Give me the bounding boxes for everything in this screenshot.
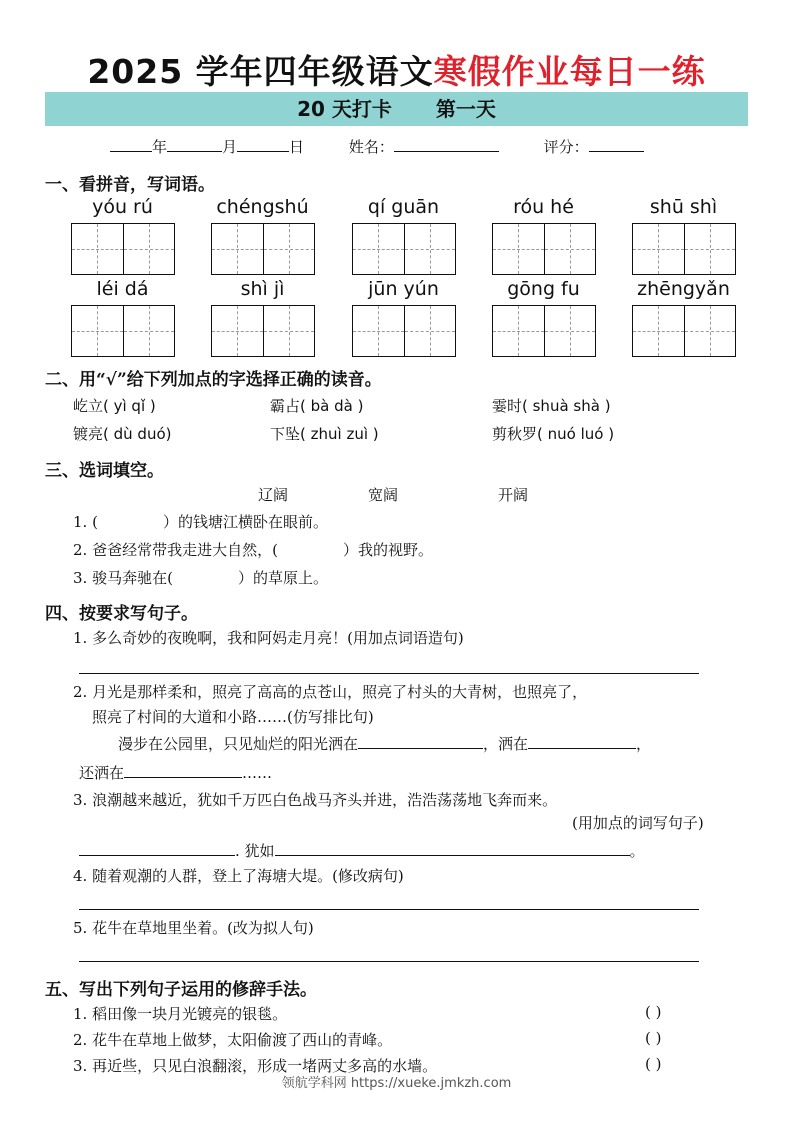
- question-3: 3. 浪潮越来越近，犹如千万匹白色战马齐头并进，浩浩荡荡地飞奔而来。: [73, 791, 558, 809]
- question-2: 2. 月光是那样柔和，照亮了高高的点苍山，照亮了村头的大青树，也照亮了，: [73, 683, 588, 701]
- banner-left: 20 天打卡: [297, 97, 392, 121]
- writing-grid[interactable]: [71, 223, 175, 275]
- banner: [45, 92, 748, 126]
- pinyin-label: yóu rú: [92, 196, 153, 218]
- writing-grid[interactable]: [632, 305, 736, 357]
- question-1: 1. 多么奇妙的夜晚啊，我和阿妈走月亮！(用加点词语造句): [73, 629, 464, 647]
- question-3-template: . 犹如 。: [79, 840, 645, 861]
- answer-paren[interactable]: ( ): [645, 1055, 662, 1073]
- rhetoric-item: 3. 再近些，只见白浪翻滚，形成一堵两丈多高的水墙。: [73, 1057, 438, 1075]
- question-2-cont: 照亮了村间的大道和小路……(仿写排比句): [92, 708, 374, 726]
- grid-cell[interactable]: [493, 306, 545, 356]
- answer-line[interactable]: [79, 961, 699, 962]
- pinyin-label: chéngshú: [216, 196, 309, 218]
- title-main: 2025 学年四年级语文: [87, 52, 434, 91]
- question-3-note: (用加点的词写句子): [572, 814, 704, 832]
- grid-cell[interactable]: [212, 224, 264, 274]
- reading-item: 镀亮( dù duó): [73, 425, 172, 443]
- grid-cell[interactable]: [685, 224, 736, 274]
- reading-item: 剪秋罗( nuó luó ): [492, 425, 615, 443]
- title: [0, 46, 793, 93]
- name-field[interactable]: [394, 137, 499, 152]
- grid-cell[interactable]: [264, 224, 315, 274]
- grid-cell[interactable]: [72, 306, 124, 356]
- pinyin-label: gōng fu: [507, 278, 580, 300]
- writing-grid[interactable]: [211, 305, 315, 357]
- grid-cell[interactable]: [124, 224, 175, 274]
- answer-line[interactable]: [79, 909, 699, 910]
- score-field[interactable]: [589, 137, 644, 152]
- info-line: [110, 136, 644, 157]
- reading-item: 霎时( shuà shà ): [492, 397, 611, 415]
- word-option: 辽阔: [258, 486, 289, 504]
- name-label: 姓名：: [348, 138, 394, 156]
- grid-cell[interactable]: [212, 306, 264, 356]
- month-label: 月: [222, 138, 238, 156]
- question-2-template-cont: 还洒在 ……: [79, 764, 273, 782]
- day-label: 日: [289, 138, 305, 156]
- section4-heading: 四、按要求写句子。: [45, 604, 198, 624]
- section3-heading: 三、选词填空。: [45, 461, 164, 481]
- title-highlight: 寒假作业每日一练: [433, 52, 706, 91]
- writing-grid[interactable]: [71, 305, 175, 357]
- reading-item: 下坠( zhuì zuì ): [270, 425, 379, 443]
- banner-right: 第一天: [435, 97, 496, 121]
- fill-item: 1. ( ）的钱塘江横卧在眼前。: [73, 513, 328, 531]
- question-5: 5. 花牛在草地里坐着。(改为拟人句): [73, 919, 314, 937]
- pinyin-label: léi dá: [96, 278, 149, 300]
- pinyin-label: róu hé: [513, 196, 574, 218]
- writing-grid[interactable]: [492, 305, 596, 357]
- writing-grid[interactable]: [211, 223, 315, 275]
- rhetoric-item: 1. 稻田像一块月光镀亮的银毯。: [73, 1005, 288, 1023]
- answer-paren[interactable]: ( ): [645, 1029, 662, 1047]
- grid-cell[interactable]: [685, 306, 736, 356]
- section5-heading: 五、写出下列句子运用的修辞手法。: [45, 980, 317, 1000]
- grid-cell[interactable]: [633, 224, 685, 274]
- grid-cell[interactable]: [545, 306, 596, 356]
- word-option: 开阔: [498, 486, 529, 504]
- grid-cell[interactable]: [545, 224, 596, 274]
- pinyin-label: shì jì: [240, 278, 285, 300]
- pinyin-label: zhēngyǎn: [637, 278, 730, 300]
- score-label: 评分：: [543, 138, 589, 156]
- grid-cell[interactable]: [72, 224, 124, 274]
- grid-cell[interactable]: [493, 224, 545, 274]
- footer-watermark: 领航学科网 https://xueke.jmkzh.com: [281, 1076, 512, 1091]
- word-option: 宽阔: [368, 486, 399, 504]
- fill-item: 3. 骏马奔驰在( ）的草原上。: [73, 569, 328, 587]
- writing-grid[interactable]: [352, 223, 456, 275]
- answer-line[interactable]: [79, 673, 699, 674]
- writing-grid[interactable]: [632, 223, 736, 275]
- pinyin-label: jūn yún: [368, 278, 439, 300]
- grid-cell[interactable]: [264, 306, 315, 356]
- reading-item: 霸占( bà dà ): [270, 397, 364, 415]
- section1-heading: 一、看拼音，写词语。: [45, 175, 215, 195]
- pinyin-label: shū shì: [649, 196, 718, 218]
- section2-heading: 二、用“√”给下列加点的字选择正确的读音。: [45, 370, 382, 390]
- grid-cell[interactable]: [124, 306, 175, 356]
- grid-cell[interactable]: [405, 306, 456, 356]
- grid-cell[interactable]: [633, 306, 685, 356]
- grid-cell[interactable]: [405, 224, 456, 274]
- reading-item: 屹立( yì qǐ ): [73, 397, 156, 415]
- question-4: 4. 随着观潮的人群，登上了海塘大堤。(修改病句): [73, 867, 404, 885]
- writing-grid[interactable]: [492, 223, 596, 275]
- fill-item: 2. 爸爸经常带我走进大自然，( ）我的视野。: [73, 541, 433, 559]
- answer-paren[interactable]: ( ): [645, 1003, 662, 1021]
- question-2-template: 漫步在公园里，只见灿烂的阳光洒在 ，洒在 ，: [118, 735, 652, 753]
- pinyin-label: qí guān: [367, 196, 440, 218]
- grid-cell[interactable]: [353, 224, 405, 274]
- rhetoric-item: 2. 花牛在草地上做梦，太阳偷渡了西山的青峰。: [73, 1031, 393, 1049]
- writing-grid[interactable]: [352, 305, 456, 357]
- year-label: 年: [152, 138, 168, 156]
- grid-cell[interactable]: [353, 306, 405, 356]
